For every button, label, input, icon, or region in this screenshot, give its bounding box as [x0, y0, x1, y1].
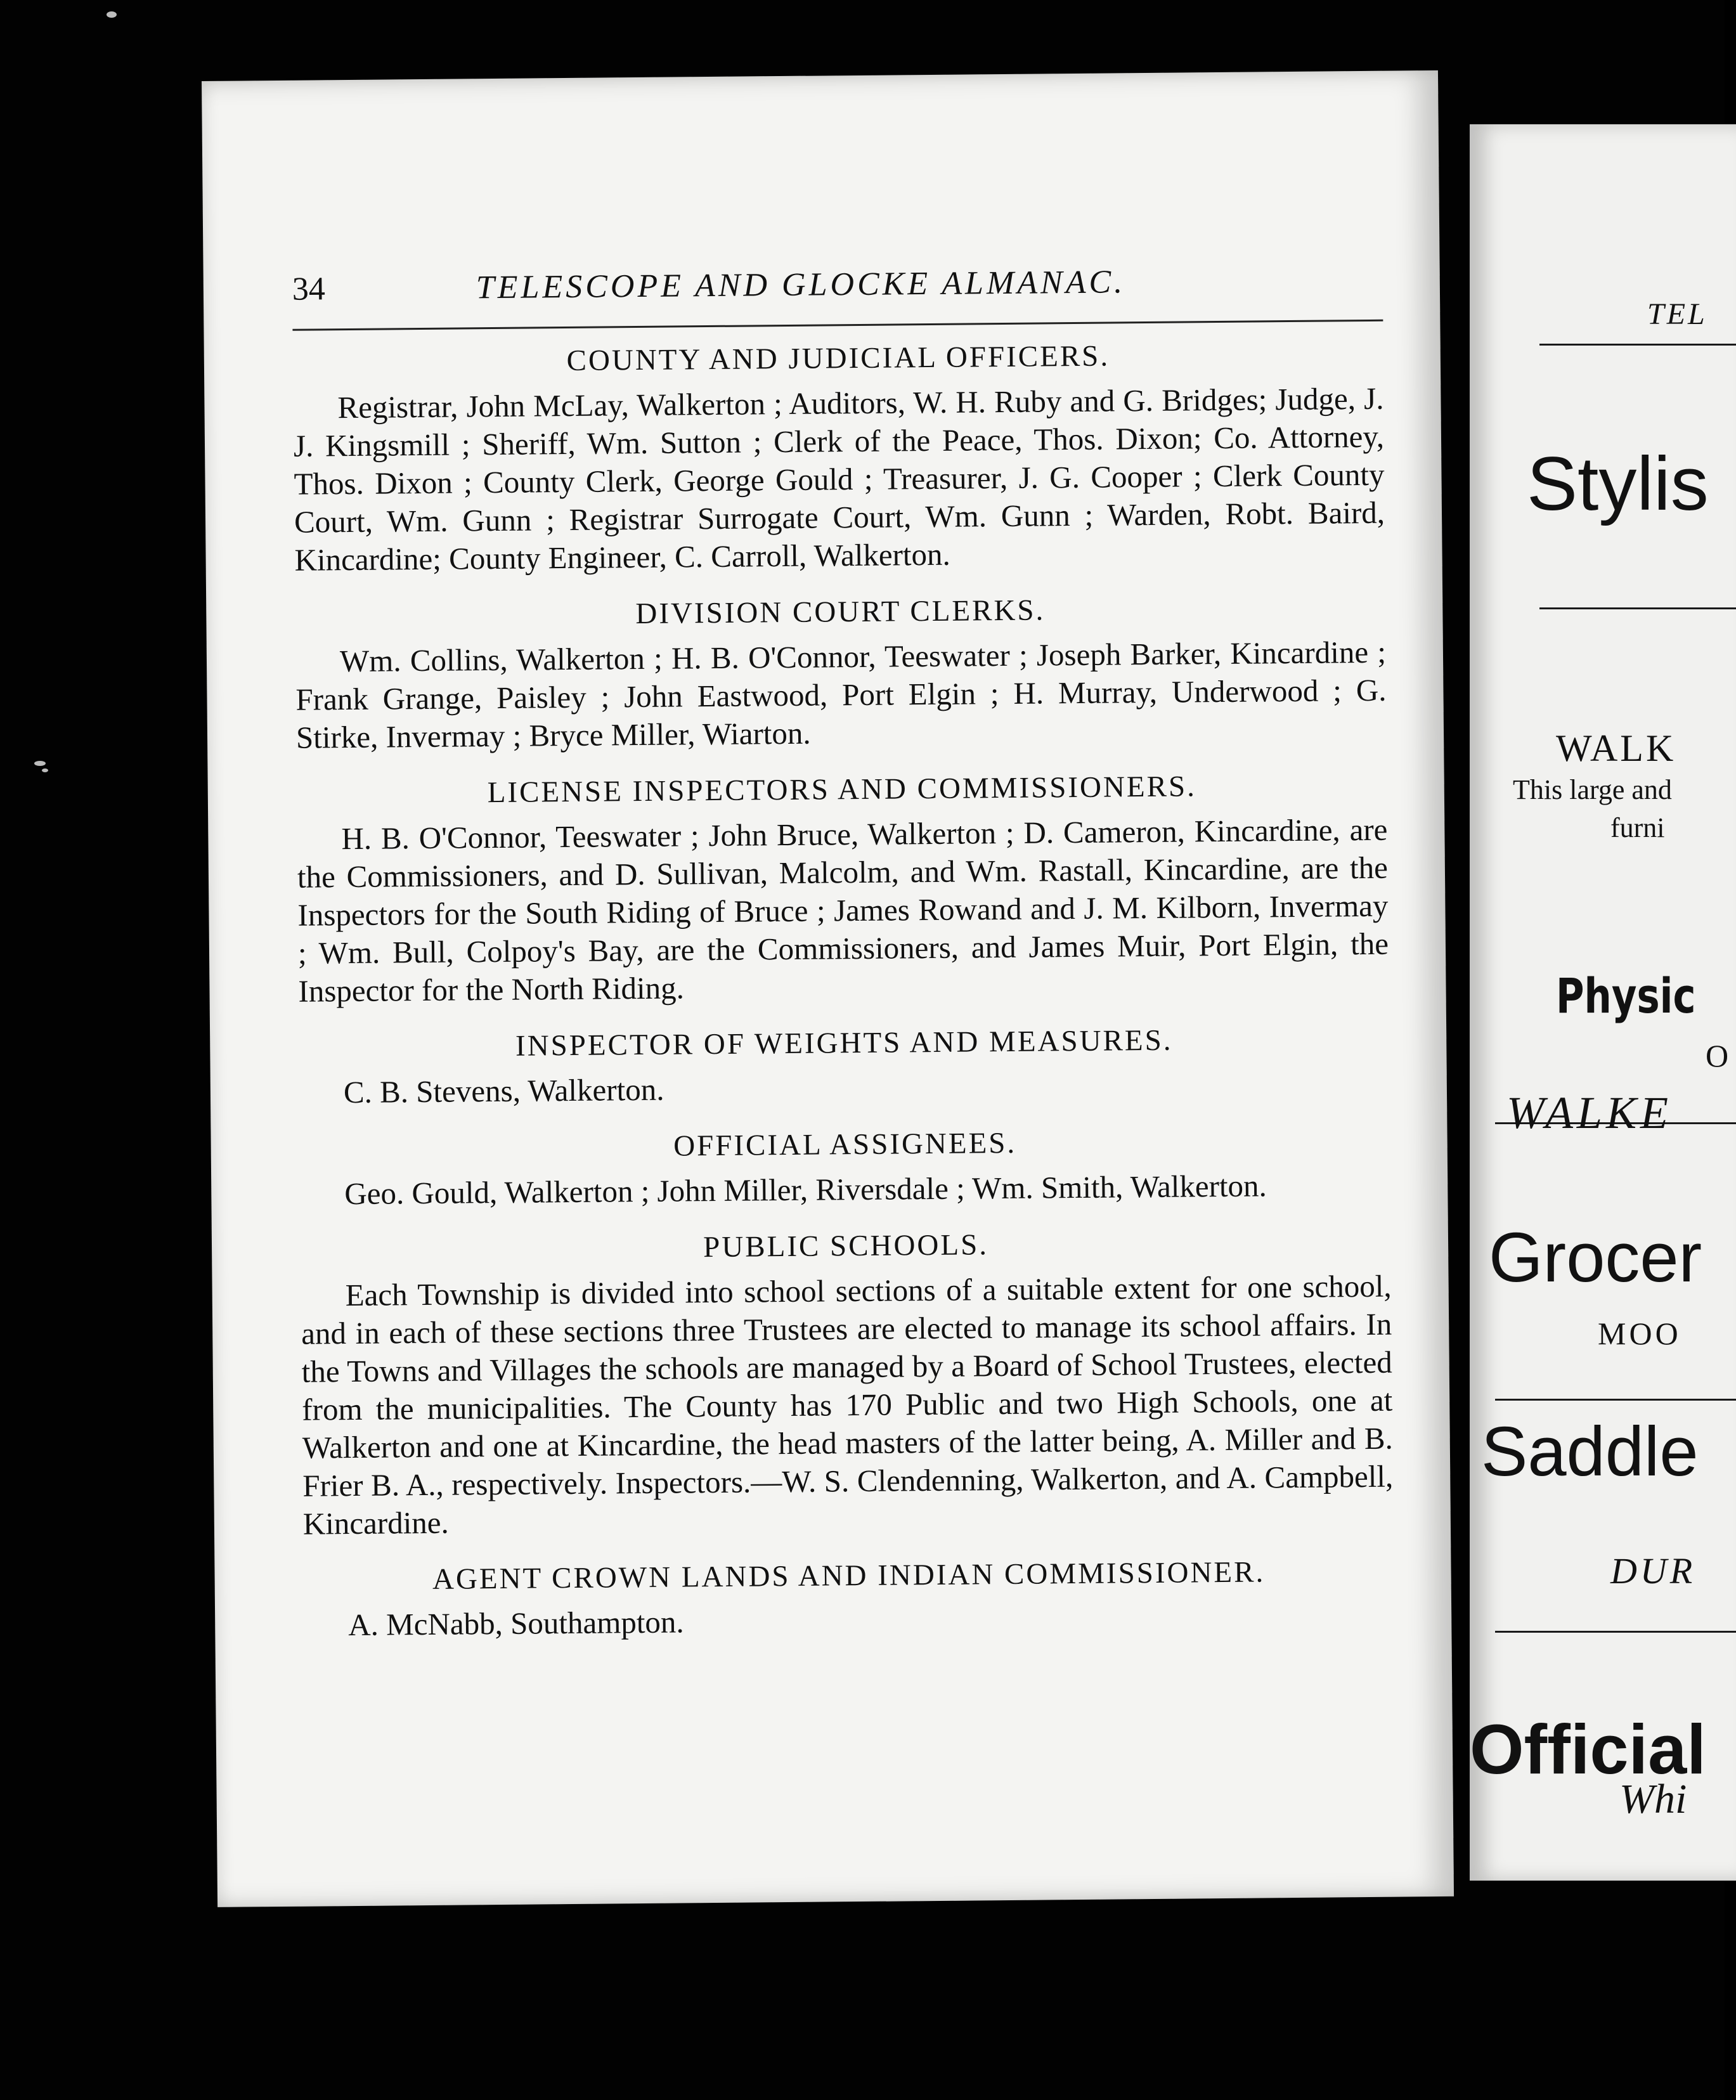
section-public-schools	[301, 1222, 1394, 1543]
section-body: Wm. Collins, Walkerton ; H. B. O'Connor, Teeswater ; Joseph Barker, Kincardine ; Frank Grange, Paisley ; John Eastwood, Port Elgin ; H. Murray, Underwood ; G. Stirke, Invermay ; Bryce Miller, Wiarton.	[295, 634, 1387, 755]
section-county-judicial-officers	[293, 334, 1385, 580]
dust-speck	[42, 768, 48, 772]
section-body: C. B. Stevens, Walkerton.	[343, 1072, 664, 1110]
almanac-title: TELESCOPE AND GLOCKE ALMANAC.	[476, 264, 1126, 306]
ad-grocer: Grocer	[1489, 1219, 1702, 1297]
page-content	[292, 261, 1395, 1645]
ad-saddle: Saddle	[1481, 1413, 1699, 1491]
ad-dur: DUR	[1610, 1550, 1696, 1591]
section-body: A. McNabb, Southampton.	[348, 1604, 684, 1643]
ad-walker: WALKE	[1506, 1087, 1672, 1138]
section-license-inspectors	[297, 765, 1389, 1011]
running-head-rule	[1539, 344, 1736, 346]
section-body: H. B. O'Connor, Teeswater ; John Bruce, Walkerton ; D. Cameron, Kincardine, are the Commissioners, and D. Sullivan, Malcolm, and Wm. Rastall, Kincardine, are the Inspectors for the South Riding of Bruce ; James Rowand and J. M. Kilborn, Invermay ; Wm. Bull, Colpoy's Bay, are the Commissioners, and James Muir, Port Elgin, the Inspector for the North Riding.	[297, 812, 1389, 1009]
ad-walk: WALK	[1556, 727, 1676, 769]
running-head	[292, 261, 1383, 331]
section-body: Registrar, John McLay, Walkerton ; Auditors, W. H. Ruby and G. Bridges; Judge, J. J. Kingsmill ; Sheriff, Wm. Sutton ; Clerk of the Peace, Thos. Dixon; Co. Attorney, Thos. Dixon ; County Clerk, George Gould ; Treasurer, J. G. Cooper ; Clerk County Court, Wm. Gunn ; Registrar Surrogate Court, Wm. Gunn ; Warden, Robt. Baird, Kincardine; County Engineer, C. Carroll, Walkerton.	[293, 380, 1385, 578]
ad-furni: furni	[1610, 812, 1665, 843]
right-running-title: TEL	[1647, 297, 1707, 331]
section-heading: COUNTY AND JUDICIAL OFFICERS.	[566, 339, 1110, 377]
ad-divider	[1495, 1631, 1736, 1633]
section-body: Each Township is divided into school sections of a suitable extent for one school, and in each of these sections three Trustees are elected to manage its school affairs. In the Towns and Villages the schools are managed by a Board of School Trustees, elected from the municipalities. The County has 170 Public and two High Schools, one at Walkerton and one at Kincardine, the head masters of the latter being, A. Miller and B. Frier B. A., respectively. Inspectors.—W. S. Clendenning, Walkerton, and A. Campbell, Kincardine.	[301, 1268, 1394, 1541]
section-body: Geo. Gould, Walkerton ; John Miller, Riversdale ; Wm. Smith, Walkerton.	[344, 1168, 1267, 1212]
ad-moo: MOO	[1598, 1316, 1681, 1351]
ad-physic: Physic	[1556, 968, 1696, 1024]
section-heading: AGENT CROWN LANDS AND INDIAN COMMISSIONER.	[432, 1555, 1266, 1596]
ad-divider	[1495, 1399, 1736, 1401]
left-page	[202, 70, 1454, 1907]
section-heading: DIVISION COURT CLERKS.	[635, 593, 1046, 631]
section-weights-measures	[299, 1019, 1390, 1112]
ad-stylis: Stylis	[1527, 441, 1709, 526]
section-heading: LICENSE INSPECTORS AND COMMISSIONERS.	[487, 770, 1197, 810]
section-division-court-clerks	[295, 588, 1387, 757]
page-number: 34	[292, 271, 326, 308]
ad-o: O	[1706, 1038, 1729, 1073]
ad-large: This large and	[1513, 774, 1672, 805]
ad-whi: Whi	[1619, 1776, 1687, 1822]
dust-speck	[107, 11, 117, 18]
section-heading: PUBLIC SCHOOLS.	[703, 1228, 989, 1264]
section-heading: OFFICIAL ASSIGNEES.	[673, 1126, 1017, 1163]
section-agent-crown-lands	[303, 1552, 1394, 1645]
ad-divider	[1539, 607, 1736, 609]
section-heading: INSPECTOR OF WEIGHTS AND MEASURES.	[515, 1023, 1173, 1063]
dust-speck	[34, 761, 46, 766]
ad-official: Official	[1470, 1711, 1706, 1789]
section-official-assignees	[299, 1120, 1390, 1214]
